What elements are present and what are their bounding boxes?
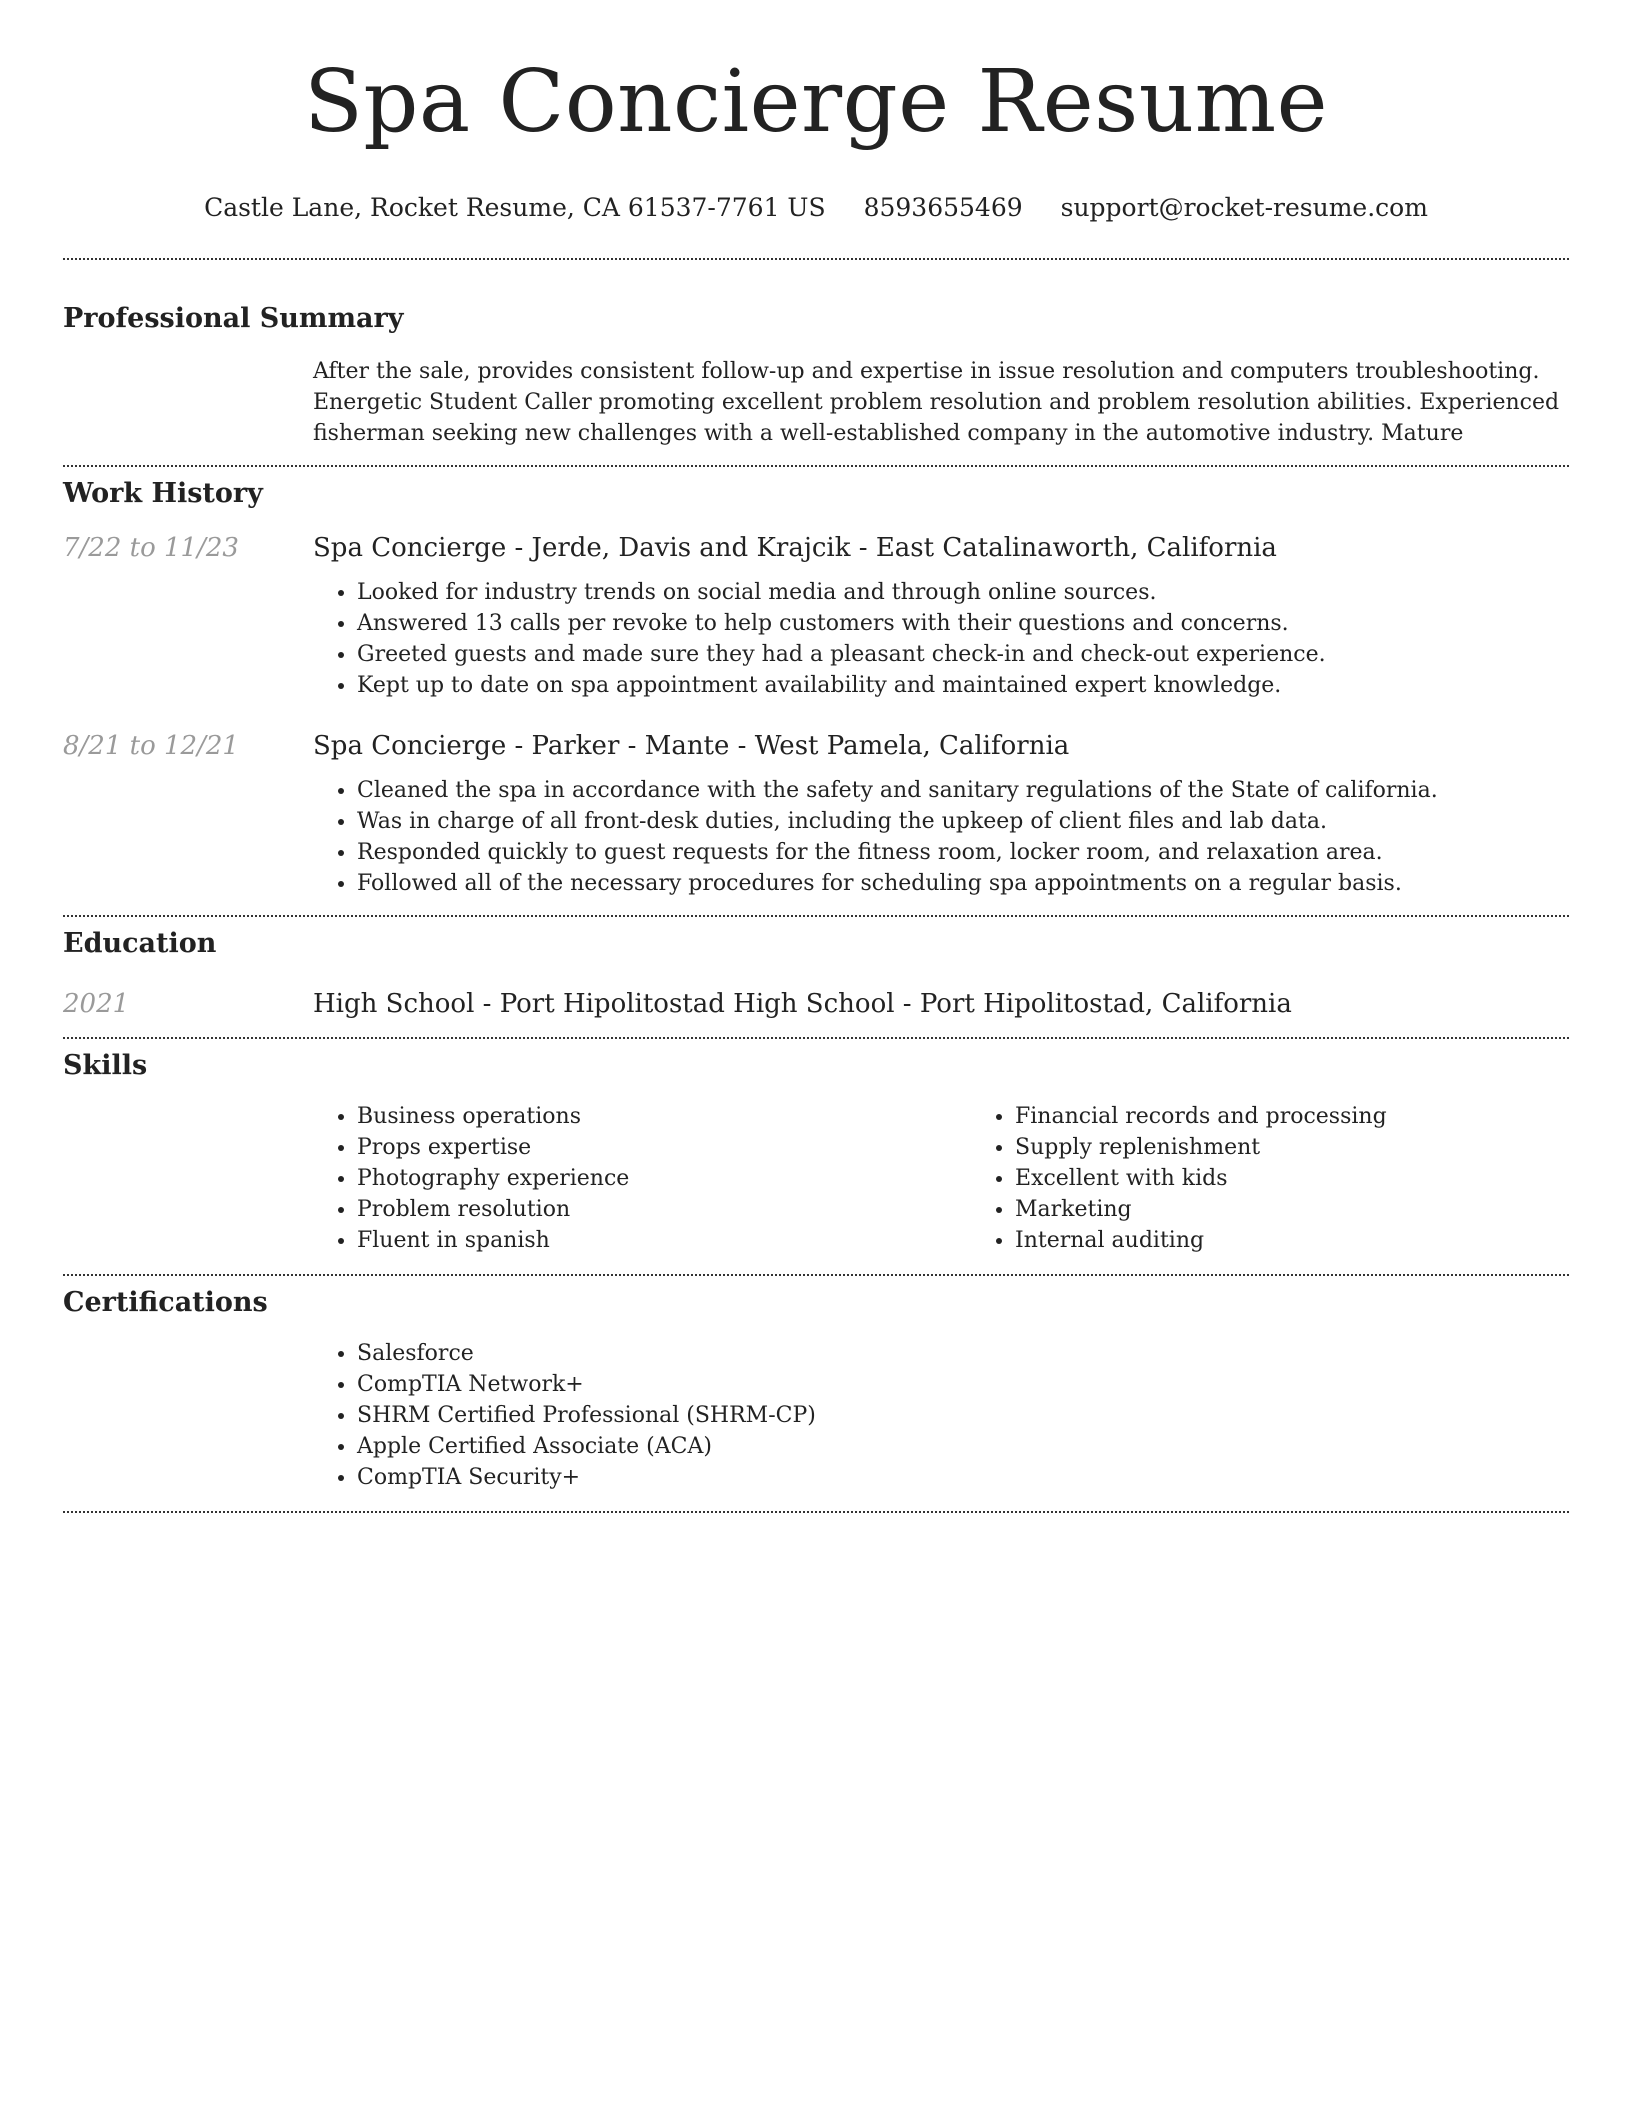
list-item: • Marketing	[1015, 1194, 1629, 1225]
list-item: • CompTIA Security+	[357, 1462, 1569, 1493]
section-title-education: Education	[63, 928, 217, 959]
job-bullets	[313, 775, 1569, 899]
contact-address: Castle Lane, Rocket Resume, CA 61537-7761 US	[204, 193, 826, 222]
list-item: • Followed all of the necessary procedures for scheduling spa appointments on a regular basis.	[357, 868, 1569, 899]
list-item: • Answered 13 calls per revoke to help customers with their questions and concerns.	[357, 608, 1569, 639]
list-item: • Props expertise	[357, 1132, 971, 1163]
education-entry	[63, 987, 1569, 1021]
resume-title: Spa Concierge Resume	[303, 52, 1329, 152]
section-title-work: Work History	[63, 478, 263, 509]
certifications-list	[313, 1338, 1569, 1493]
job-entry	[63, 729, 1569, 899]
skills-row	[63, 1083, 1569, 1274]
list-item: • CompTIA Network+	[357, 1369, 1569, 1400]
education-degree: High School	[313, 989, 475, 1019]
education-school: - Port Hipolitostad High School - Port Hipolitostad, California	[474, 989, 1292, 1019]
list-item: • Financial records and processing	[1015, 1101, 1629, 1132]
list-item: • Kept up to date on spa appointment availability and maintained expert knowledge.	[357, 670, 1569, 701]
education-year: 2021	[63, 989, 130, 1019]
divider	[63, 465, 1569, 467]
divider	[63, 1274, 1569, 1276]
skills-list-right	[971, 1101, 1629, 1256]
list-item: • SHRM Certified Professional (SHRM-CP)	[357, 1400, 1569, 1431]
job-dates: 7/22 to 11/23	[63, 533, 239, 563]
contact-email: support@rocket-resume.com	[1060, 193, 1428, 222]
list-item: • Salesforce	[357, 1338, 1569, 1369]
divider	[63, 1037, 1569, 1039]
skills-list-left	[313, 1101, 971, 1256]
summary-text: After the sale, provides consistent follow-up and expertise in issue resolution and computers troubleshooting. Energetic Student Caller promoting excellent problem resolution and problem resolution abilities. Experienced fisherman seeking new challenges with a well-established company in the automotive industry. Mature	[313, 359, 1560, 446]
job-bullets	[313, 577, 1569, 701]
list-item: • Fluent in spanish	[357, 1225, 971, 1256]
list-item: • Excellent with kids	[1015, 1163, 1629, 1194]
contact-line	[63, 192, 1569, 224]
summary-row	[63, 336, 1569, 465]
list-item: • Supply replenishment	[1015, 1132, 1629, 1163]
divider	[63, 258, 1569, 260]
list-item: • Internal auditing	[1015, 1225, 1629, 1256]
list-item: • Photography experience	[357, 1163, 971, 1194]
education-heading	[313, 987, 1569, 1021]
section-title-skills: Skills	[63, 1050, 148, 1081]
section-title-certifications: Certifications	[63, 1287, 268, 1318]
job-entry	[63, 531, 1569, 701]
list-item: • Apple Certified Associate (ACA)	[357, 1431, 1569, 1462]
list-item: • Responded quickly to guest requests for the fitness room, locker room, and relaxation area.	[357, 837, 1569, 868]
job-dates: 8/21 to 12/21	[63, 731, 239, 761]
contact-phone: 8593655469	[863, 193, 1023, 222]
list-item: • Was in charge of all front-desk duties, including the upkeep of client files and lab data.	[357, 806, 1569, 837]
list-item: • Problem resolution	[357, 1194, 971, 1225]
list-item: • Greeted guests and made sure they had a pleasant check-in and check-out experience.	[357, 639, 1569, 670]
list-item: • Looked for industry trends on social media and through online sources.	[357, 577, 1569, 608]
section-title-summary: Professional Summary	[63, 303, 404, 334]
divider	[63, 915, 1569, 917]
divider	[63, 1511, 1569, 1513]
certifications-row	[63, 1320, 1569, 1511]
list-item: • Cleaned the spa in accordance with the safety and sanitary regulations of the State of california.	[357, 775, 1569, 806]
job-heading: Spa Concierge - Parker - Mante - West Pamela, California	[313, 731, 1070, 761]
job-heading: Spa Concierge - Jerde, Davis and Krajcik - East Catalinaworth, California	[313, 533, 1277, 563]
list-item: • Business operations	[357, 1101, 971, 1132]
